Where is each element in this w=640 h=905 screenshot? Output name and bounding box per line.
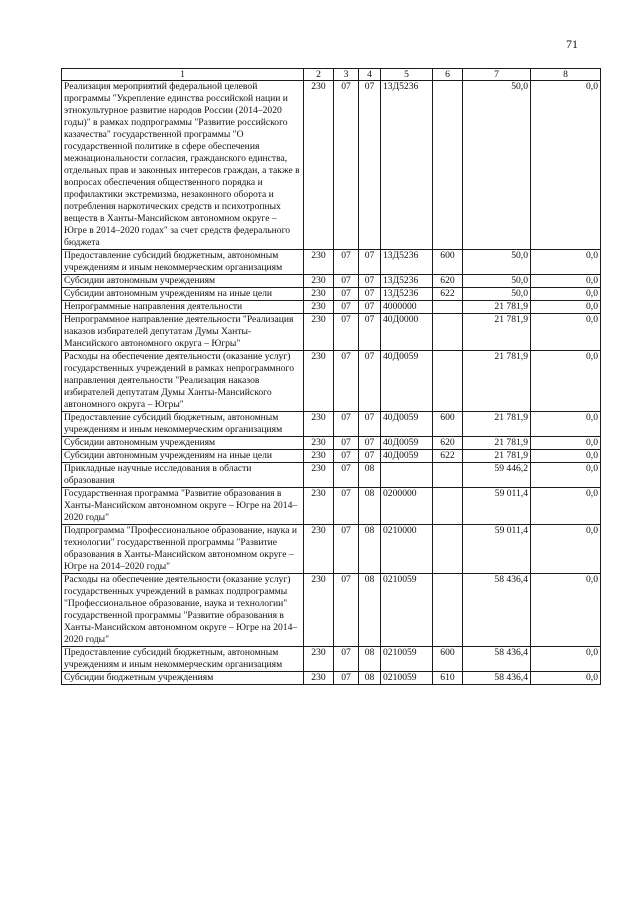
cell-amount: 59 011,4 bbox=[463, 488, 531, 525]
cell-section-code: 07 bbox=[334, 672, 359, 685]
cell-target-article: 0210059 bbox=[381, 647, 433, 672]
cell-section-code: 07 bbox=[334, 314, 359, 351]
cell-ministry-code: 230 bbox=[304, 672, 334, 685]
cell-subsection-code: 07 bbox=[359, 314, 381, 351]
column-header: 3 bbox=[334, 69, 359, 81]
table-row bbox=[62, 574, 601, 647]
cell-amount-secondary: 0,0 bbox=[531, 351, 601, 412]
row-description: Субсидии автономным учреждениям на иные цели bbox=[62, 450, 304, 463]
row-description: Субсидии автономным учреждениям bbox=[62, 437, 304, 450]
cell-section-code: 07 bbox=[334, 488, 359, 525]
cell-amount: 50,0 bbox=[463, 81, 531, 250]
cell-subsection-code: 07 bbox=[359, 81, 381, 250]
cell-amount: 58 436,4 bbox=[463, 647, 531, 672]
cell-amount-secondary: 0,0 bbox=[531, 275, 601, 288]
cell-ministry-code: 230 bbox=[304, 574, 334, 647]
cell-expense-type bbox=[433, 525, 463, 574]
table-row bbox=[62, 81, 601, 250]
row-description: Непрограммное направление деятельности "Реализация наказов избирателей депутатам Думы Ханты-Мансийского автономного округа – Югры" bbox=[62, 314, 304, 351]
cell-amount: 50,0 bbox=[463, 275, 531, 288]
cell-amount: 59 011,4 bbox=[463, 525, 531, 574]
cell-amount: 21 781,9 bbox=[463, 314, 531, 351]
cell-ministry-code: 230 bbox=[304, 463, 334, 488]
cell-amount: 21 781,9 bbox=[463, 351, 531, 412]
row-description: Субсидии бюджетным учреждениям bbox=[62, 672, 304, 685]
cell-ministry-code: 230 bbox=[304, 81, 334, 250]
cell-target-article: 4000000 bbox=[381, 301, 433, 314]
cell-section-code: 07 bbox=[334, 463, 359, 488]
cell-subsection-code: 07 bbox=[359, 288, 381, 301]
cell-section-code: 07 bbox=[334, 412, 359, 437]
row-description: Государственная программа "Развитие образования в Ханты-Мансийском автономном округе – Югре на 2014–2020 годы" bbox=[62, 488, 304, 525]
cell-amount-secondary: 0,0 bbox=[531, 81, 601, 250]
cell-amount-secondary: 0,0 bbox=[531, 672, 601, 685]
cell-section-code: 07 bbox=[334, 81, 359, 250]
table-row bbox=[62, 412, 601, 437]
cell-subsection-code: 07 bbox=[359, 412, 381, 437]
cell-expense-type bbox=[433, 81, 463, 250]
cell-ministry-code: 230 bbox=[304, 301, 334, 314]
cell-target-article bbox=[381, 463, 433, 488]
cell-amount-secondary: 0,0 bbox=[531, 488, 601, 525]
row-description: Предоставление субсидий бюджетным, автономным учреждениям и иным некоммерческим организациям bbox=[62, 412, 304, 437]
cell-amount: 59 446,2 bbox=[463, 463, 531, 488]
table-row bbox=[62, 450, 601, 463]
cell-section-code: 07 bbox=[334, 288, 359, 301]
cell-subsection-code: 07 bbox=[359, 450, 381, 463]
table-row bbox=[62, 463, 601, 488]
cell-ministry-code: 230 bbox=[304, 275, 334, 288]
cell-amount: 21 781,9 bbox=[463, 450, 531, 463]
table-row bbox=[62, 437, 601, 450]
cell-section-code: 07 bbox=[334, 275, 359, 288]
table-row bbox=[62, 488, 601, 525]
cell-section-code: 07 bbox=[334, 301, 359, 314]
table-row bbox=[62, 647, 601, 672]
cell-amount-secondary: 0,0 bbox=[531, 250, 601, 275]
row-description: Расходы на обеспечение деятельности (оказание услуг) государственных учреждений в рамках подпрограммы "Профессиональное образование, наука и технологии" государственной программы "Развитие образования в Ханты-Мансийском автономном округе – Югре на 2014–2020 годы" bbox=[62, 574, 304, 647]
table-row bbox=[62, 672, 601, 685]
row-description: Субсидии автономным учреждениям bbox=[62, 275, 304, 288]
cell-expense-type bbox=[433, 314, 463, 351]
column-header: 4 bbox=[359, 69, 381, 81]
cell-ministry-code: 230 bbox=[304, 450, 334, 463]
cell-amount-secondary: 0,0 bbox=[531, 412, 601, 437]
table-row bbox=[62, 250, 601, 275]
column-header: 8 bbox=[531, 69, 601, 81]
cell-ministry-code: 230 bbox=[304, 351, 334, 412]
cell-amount-secondary: 0,0 bbox=[531, 647, 601, 672]
cell-amount-secondary: 0,0 bbox=[531, 301, 601, 314]
cell-section-code: 07 bbox=[334, 250, 359, 275]
table-header bbox=[62, 69, 601, 81]
cell-ministry-code: 230 bbox=[304, 288, 334, 301]
cell-amount: 21 781,9 bbox=[463, 412, 531, 437]
cell-target-article: 13Д5236 bbox=[381, 250, 433, 275]
cell-amount-secondary: 0,0 bbox=[531, 525, 601, 574]
cell-target-article: 0210000 bbox=[381, 525, 433, 574]
cell-ministry-code: 230 bbox=[304, 525, 334, 574]
row-description: Реализация мероприятий федеральной целевой программы "Укрепление единства российской нации и этнокультурное развитие народов России (2014–2020 годы)" в рамках подпрограммы "Развитие российского казачества" государственной программы "О государственной политике в сфере обеспечения межнациональности согласия, гражданского единства, отдельных прав и законных интересов граждан, а также в вопросах обеспечения общественного порядка и профилактики экстремизма, незаконного оборота и потребления наркотических средств и психотропных веществ в Ханты-Мансийском автономном округе – Югре в 2014–2020 годах" за счет средств федерального бюджета bbox=[62, 81, 304, 250]
cell-amount-secondary: 0,0 bbox=[531, 463, 601, 488]
cell-ministry-code: 230 bbox=[304, 647, 334, 672]
cell-amount: 21 781,9 bbox=[463, 437, 531, 450]
cell-target-article: 40Д0000 bbox=[381, 314, 433, 351]
cell-target-article: 40Д0059 bbox=[381, 351, 433, 412]
cell-expense-type: 610 bbox=[433, 672, 463, 685]
cell-subsection-code: 07 bbox=[359, 351, 381, 412]
cell-subsection-code: 08 bbox=[359, 525, 381, 574]
page-number: 71 bbox=[566, 37, 578, 51]
cell-target-article: 40Д0059 bbox=[381, 412, 433, 437]
cell-amount-secondary: 0,0 bbox=[531, 288, 601, 301]
column-header: 7 bbox=[463, 69, 531, 81]
cell-expense-type bbox=[433, 574, 463, 647]
table-row bbox=[62, 275, 601, 288]
cell-target-article: 13Д5236 bbox=[381, 288, 433, 301]
cell-amount: 50,0 bbox=[463, 250, 531, 275]
row-description: Предоставление субсидий бюджетным, автономным учреждениям и иным некоммерческим организациям bbox=[62, 647, 304, 672]
cell-ministry-code: 230 bbox=[304, 250, 334, 275]
cell-amount-secondary: 0,0 bbox=[531, 450, 601, 463]
column-header: 2 bbox=[304, 69, 334, 81]
cell-section-code: 07 bbox=[334, 574, 359, 647]
cell-target-article: 40Д0059 bbox=[381, 450, 433, 463]
cell-expense-type bbox=[433, 351, 463, 412]
table-row bbox=[62, 525, 601, 574]
budget-table bbox=[61, 68, 601, 685]
cell-expense-type bbox=[433, 301, 463, 314]
cell-amount: 58 436,4 bbox=[463, 574, 531, 647]
cell-target-article: 40Д0059 bbox=[381, 437, 433, 450]
cell-section-code: 07 bbox=[334, 647, 359, 672]
header-row bbox=[62, 69, 601, 81]
table-row bbox=[62, 314, 601, 351]
cell-expense-type bbox=[433, 463, 463, 488]
cell-target-article: 13Д5236 bbox=[381, 275, 433, 288]
table-row bbox=[62, 288, 601, 301]
row-description: Предоставление субсидий бюджетным, автономным учреждениям и иным некоммерческим организациям bbox=[62, 250, 304, 275]
cell-ministry-code: 230 bbox=[304, 412, 334, 437]
cell-section-code: 07 bbox=[334, 450, 359, 463]
cell-target-article: 0200000 bbox=[381, 488, 433, 525]
cell-ministry-code: 230 bbox=[304, 314, 334, 351]
cell-subsection-code: 08 bbox=[359, 672, 381, 685]
cell-subsection-code: 08 bbox=[359, 463, 381, 488]
cell-ministry-code: 230 bbox=[304, 488, 334, 525]
cell-subsection-code: 07 bbox=[359, 275, 381, 288]
cell-expense-type: 622 bbox=[433, 450, 463, 463]
cell-expense-type: 622 bbox=[433, 288, 463, 301]
cell-subsection-code: 08 bbox=[359, 488, 381, 525]
cell-section-code: 07 bbox=[334, 351, 359, 412]
row-description: Прикладные научные исследования в области образования bbox=[62, 463, 304, 488]
cell-target-article: 0210059 bbox=[381, 574, 433, 647]
cell-amount-secondary: 0,0 bbox=[531, 314, 601, 351]
cell-expense-type: 600 bbox=[433, 250, 463, 275]
table-body bbox=[62, 81, 601, 685]
cell-target-article: 13Д5236 bbox=[381, 81, 433, 250]
row-description: Непрограммные направления деятельности bbox=[62, 301, 304, 314]
column-header: 1 bbox=[62, 69, 304, 81]
row-description: Подпрограмма "Профессиональное образование, наука и технологии" государственной программы "Развитие образования в Ханты-Мансийском автономном округе – Югре на 2014–2020 годы" bbox=[62, 525, 304, 574]
cell-target-article: 0210059 bbox=[381, 672, 433, 685]
column-header: 5 bbox=[381, 69, 433, 81]
cell-subsection-code: 07 bbox=[359, 250, 381, 275]
table-row bbox=[62, 351, 601, 412]
cell-ministry-code: 230 bbox=[304, 437, 334, 450]
cell-section-code: 07 bbox=[334, 525, 359, 574]
cell-subsection-code: 08 bbox=[359, 647, 381, 672]
cell-subsection-code: 08 bbox=[359, 574, 381, 647]
cell-expense-type: 620 bbox=[433, 437, 463, 450]
cell-subsection-code: 07 bbox=[359, 437, 381, 450]
row-description: Расходы на обеспечение деятельности (оказание услуг) государственных учреждений в рамках непрограммного направления деятельности "Реализация наказов избирателей депутатам Думы Ханты-Мансийского автономного округа – Югры" bbox=[62, 351, 304, 412]
cell-amount-secondary: 0,0 bbox=[531, 437, 601, 450]
table-row bbox=[62, 301, 601, 314]
row-description: Субсидии автономным учреждениям на иные цели bbox=[62, 288, 304, 301]
cell-expense-type: 600 bbox=[433, 412, 463, 437]
cell-expense-type: 600 bbox=[433, 647, 463, 672]
cell-amount: 21 781,9 bbox=[463, 301, 531, 314]
cell-expense-type: 620 bbox=[433, 275, 463, 288]
cell-amount-secondary: 0,0 bbox=[531, 574, 601, 647]
cell-amount: 58 436,4 bbox=[463, 672, 531, 685]
cell-subsection-code: 07 bbox=[359, 301, 381, 314]
cell-section-code: 07 bbox=[334, 437, 359, 450]
cell-expense-type bbox=[433, 488, 463, 525]
cell-amount: 50,0 bbox=[463, 288, 531, 301]
column-header: 6 bbox=[433, 69, 463, 81]
